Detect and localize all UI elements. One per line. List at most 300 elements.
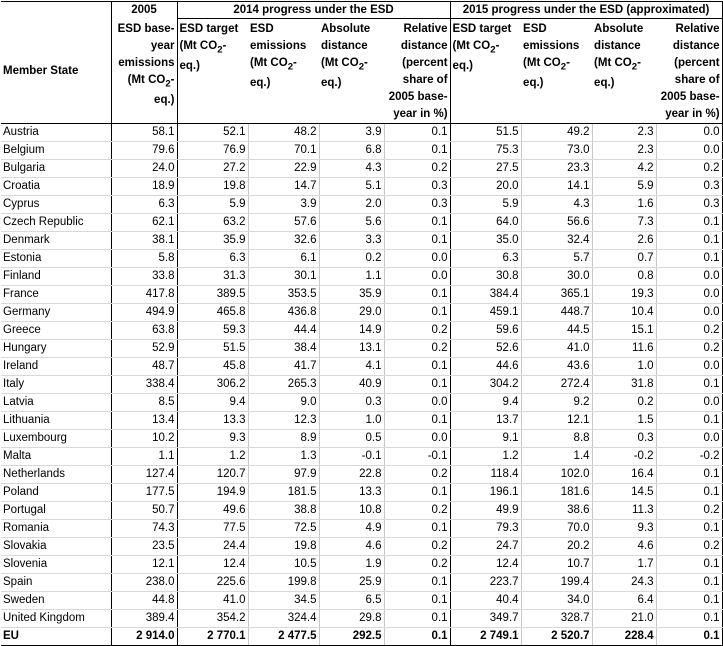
base-year-cell: 5.8 xyxy=(111,250,177,268)
rel-distance-2015-cell: 0.2 xyxy=(656,340,722,358)
abs-distance-2014-cell: 1.1 xyxy=(319,268,384,286)
rel-distance-2015-cell: 0.3 xyxy=(656,178,722,196)
rel-distance-2014-cell: 0.1 xyxy=(384,574,450,592)
abs-distance-2015-cell: 16.4 xyxy=(592,466,656,484)
rel-distance-2014-cell: 0.1 xyxy=(384,304,450,322)
emissions-2015-cell: 23.3 xyxy=(521,160,592,178)
base-year-cell: 417.8 xyxy=(111,286,177,304)
rel-distance-2014-cell: 0.3 xyxy=(384,196,450,214)
table-row-eu-total xyxy=(1,628,722,646)
abs-distance-2014-cell: -0.1 xyxy=(319,448,384,466)
target-2014-cell: 9.4 xyxy=(177,394,248,412)
table-row xyxy=(1,448,722,466)
table-row xyxy=(1,412,722,430)
target-2015-cell: 349.7 xyxy=(450,610,521,628)
abs-distance-2015-header: Absolute distance (Mt $CO_2-eq$.) xyxy=(592,19,656,124)
member-state-cell: Luxembourg xyxy=(1,430,111,448)
table-row xyxy=(1,574,722,592)
abs-distance-2014-header: Absolute distance (Mt $CO_2-eq$.) xyxy=(319,19,384,124)
abs-distance-2015-cell: 1.7 xyxy=(592,556,656,574)
member-state-cell: Romania xyxy=(1,520,111,538)
target-2015-cell: 59.6 xyxy=(450,322,521,340)
abs-distance-2015-cell: 11.6 xyxy=(592,340,656,358)
abs-distance-2014-cell: 1.9 xyxy=(319,556,384,574)
abs-distance-2014-cell: 4.1 xyxy=(319,358,384,376)
base-year-cell: 63.8 xyxy=(111,322,177,340)
emissions-2015-cell: 20.2 xyxy=(521,538,592,556)
emissions-2014-cell: 34.5 xyxy=(248,592,319,610)
rel-distance-2014-cell: 0.2 xyxy=(384,322,450,340)
emissions-2015-cell: 328.7 xyxy=(521,610,592,628)
emissions-2014-cell: 44.4 xyxy=(248,322,319,340)
table-row xyxy=(1,214,722,232)
abs-distance-2015-cell: 1.6 xyxy=(592,196,656,214)
emissions-2015-cell: 44.5 xyxy=(521,322,592,340)
table-row xyxy=(1,394,722,412)
member-state-cell: France xyxy=(1,286,111,304)
base-year-cell: 1.1 xyxy=(111,448,177,466)
target-2015-cell: 51.5 xyxy=(450,124,521,142)
emissions-2015-cell: 9.2 xyxy=(521,394,592,412)
target-2014-cell: 45.8 xyxy=(177,358,248,376)
member-state-cell: Malta xyxy=(1,448,111,466)
emissions-2015-cell: 2 520.7 xyxy=(521,628,592,646)
rel-distance-2014-cell: 0.2 xyxy=(384,502,450,520)
abs-distance-2015-cell: 5.9 xyxy=(592,178,656,196)
rel-distance-2014-cell: 0.1 xyxy=(384,214,450,232)
abs-distance-2015-cell: 11.3 xyxy=(592,502,656,520)
base-year-cell: 2 914.0 xyxy=(111,628,177,646)
emissions-2015-cell: 56.6 xyxy=(521,214,592,232)
member-state-cell: Latvia xyxy=(1,394,111,412)
target-2015-cell: 13.7 xyxy=(450,412,521,430)
emissions-2014-cell: 181.5 xyxy=(248,484,319,502)
rel-distance-2015-header: Relative distance (percent share of 2005 base-year in %) xyxy=(656,19,722,124)
rel-distance-2014-cell: 0.0 xyxy=(384,430,450,448)
target-2014-cell: 63.2 xyxy=(177,214,248,232)
target-2015-cell: 64.0 xyxy=(450,214,521,232)
target-2014-cell: 27.2 xyxy=(177,160,248,178)
emissions-2014-cell: 265.3 xyxy=(248,376,319,394)
emissions-2015-cell: 199.4 xyxy=(521,574,592,592)
member-state-cell: Finland xyxy=(1,268,111,286)
member-state-cell: Netherlands xyxy=(1,466,111,484)
table-row xyxy=(1,610,722,628)
rel-distance-2014-cell: 0.2 xyxy=(384,556,450,574)
target-2014-cell: 6.3 xyxy=(177,250,248,268)
target-2014-header: ESD target (Mt $CO_2-eq$.) xyxy=(177,19,248,124)
base-year-cell: 13.4 xyxy=(111,412,177,430)
abs-distance-2015-cell: 0.3 xyxy=(592,430,656,448)
rel-distance-2015-cell: 0.1 xyxy=(656,556,722,574)
base-year-cell: 18.9 xyxy=(111,178,177,196)
table-row xyxy=(1,160,722,178)
emissions-2015-cell: 12.1 xyxy=(521,412,592,430)
emissions-2015-cell: 8.8 xyxy=(521,430,592,448)
target-2014-cell: 1.2 xyxy=(177,448,248,466)
emissions-2014-cell: 41.7 xyxy=(248,358,319,376)
target-2014-cell: 465.8 xyxy=(177,304,248,322)
abs-distance-2014-cell: 13.3 xyxy=(319,484,384,502)
table-row xyxy=(1,286,722,304)
emissions-2015-cell: 41.0 xyxy=(521,340,592,358)
abs-distance-2015-cell: 228.4 xyxy=(592,628,656,646)
emissions-2014-cell: 12.3 xyxy=(248,412,319,430)
emissions-2014-cell: 324.4 xyxy=(248,610,319,628)
target-2015-cell: 459.1 xyxy=(450,304,521,322)
rel-distance-2014-cell: 0.0 xyxy=(384,394,450,412)
member-state-header: Member State xyxy=(1,19,111,124)
rel-distance-2014-cell: 0.1 xyxy=(384,412,450,430)
abs-distance-2014-cell: 4.6 xyxy=(319,538,384,556)
base-year-cell: 74.3 xyxy=(111,520,177,538)
target-2014-cell: 35.9 xyxy=(177,232,248,250)
member-state-cell: Greece xyxy=(1,322,111,340)
target-2014-cell: 225.6 xyxy=(177,574,248,592)
abs-distance-2014-cell: 0.3 xyxy=(319,394,384,412)
table-row xyxy=(1,520,722,538)
member-state-cell: Estonia xyxy=(1,250,111,268)
target-2015-cell: 6.3 xyxy=(450,250,521,268)
target-2015-cell: 52.6 xyxy=(450,340,521,358)
group-header-2015: 2015 progress under the ESD (approximated) xyxy=(450,2,722,19)
abs-distance-2015-cell: 21.0 xyxy=(592,610,656,628)
rel-distance-2015-cell: 0.1 xyxy=(656,250,722,268)
base-year-cell: 48.7 xyxy=(111,358,177,376)
abs-distance-2014-cell: 1.0 xyxy=(319,412,384,430)
table-row xyxy=(1,124,722,142)
rel-distance-2015-cell: 0.2 xyxy=(656,502,722,520)
base-year-cell: 6.3 xyxy=(111,196,177,214)
rel-distance-2015-cell: 0.1 xyxy=(656,214,722,232)
emissions-2014-cell: 14.7 xyxy=(248,178,319,196)
target-2015-cell: 384.4 xyxy=(450,286,521,304)
emissions-2015-cell: 1.4 xyxy=(521,448,592,466)
target-2015-cell: 196.1 xyxy=(450,484,521,502)
rel-distance-2015-cell: 0.0 xyxy=(656,142,722,160)
abs-distance-2014-cell: 5.6 xyxy=(319,214,384,232)
table-row xyxy=(1,196,722,214)
abs-distance-2014-cell: 6.8 xyxy=(319,142,384,160)
base-year-cell: 10.2 xyxy=(111,430,177,448)
emissions-2015-cell: 102.0 xyxy=(521,466,592,484)
member-state-cell: Bulgaria xyxy=(1,160,111,178)
table-row xyxy=(1,502,722,520)
emissions-2015-cell: 14.1 xyxy=(521,178,592,196)
rel-distance-2014-cell: 0.3 xyxy=(384,178,450,196)
table-row xyxy=(1,592,722,610)
member-state-cell: Hungary xyxy=(1,340,111,358)
abs-distance-2014-cell: 3.9 xyxy=(319,124,384,142)
rel-distance-2015-cell: 0.0 xyxy=(656,124,722,142)
target-2015-cell: 24.7 xyxy=(450,538,521,556)
base-year-cell: 238.0 xyxy=(111,574,177,592)
rel-distance-2014-cell: 0.1 xyxy=(384,376,450,394)
emissions-2014-cell: 10.5 xyxy=(248,556,319,574)
abs-distance-2015-cell: 15.1 xyxy=(592,322,656,340)
rel-distance-2015-cell: 0.0 xyxy=(656,304,722,322)
target-2014-cell: 59.3 xyxy=(177,322,248,340)
target-2014-cell: 24.4 xyxy=(177,538,248,556)
rel-distance-2015-cell: 0.1 xyxy=(656,520,722,538)
rel-distance-2015-cell: 0.2 xyxy=(656,538,722,556)
abs-distance-2015-cell: 0.8 xyxy=(592,268,656,286)
abs-distance-2015-cell: 31.8 xyxy=(592,376,656,394)
emissions-2015-cell: 38.6 xyxy=(521,502,592,520)
member-state-cell: Italy xyxy=(1,376,111,394)
base-year-cell: 79.6 xyxy=(111,142,177,160)
abs-distance-2015-cell: 24.3 xyxy=(592,574,656,592)
target-2015-cell: 30.8 xyxy=(450,268,521,286)
base-year-cell: 44.8 xyxy=(111,592,177,610)
rel-distance-2015-cell: 0.1 xyxy=(656,466,722,484)
member-state-cell: Sweden xyxy=(1,592,111,610)
abs-distance-2015-cell: 0.2 xyxy=(592,394,656,412)
rel-distance-2014-cell: 0.2 xyxy=(384,160,450,178)
base-year-cell: 23.5 xyxy=(111,538,177,556)
emissions-2014-cell: 72.5 xyxy=(248,520,319,538)
abs-distance-2014-cell: 29.0 xyxy=(319,304,384,322)
base-year-cell: 177.5 xyxy=(111,484,177,502)
member-state-cell: Denmark xyxy=(1,232,111,250)
emissions-2014-cell: 97.9 xyxy=(248,466,319,484)
target-2015-cell: 27.5 xyxy=(450,160,521,178)
abs-distance-2015-cell: 14.5 xyxy=(592,484,656,502)
rel-distance-2014-cell: 0.1 xyxy=(384,610,450,628)
abs-distance-2014-cell: 4.3 xyxy=(319,160,384,178)
target-2014-cell: 76.9 xyxy=(177,142,248,160)
target-2015-cell: 5.9 xyxy=(450,196,521,214)
target-2015-cell: 304.2 xyxy=(450,376,521,394)
rel-distance-2014-cell: 0.1 xyxy=(384,358,450,376)
base-year-cell: 52.9 xyxy=(111,340,177,358)
abs-distance-2015-cell: 7.3 xyxy=(592,214,656,232)
emissions-2014-cell: 2 477.5 xyxy=(248,628,319,646)
base-year-cell: 389.4 xyxy=(111,610,177,628)
emissions-2015-cell: 10.7 xyxy=(521,556,592,574)
rel-distance-2014-cell: 0.1 xyxy=(384,232,450,250)
table-row xyxy=(1,142,722,160)
member-state-cell: EU xyxy=(1,628,111,646)
group-header-row xyxy=(1,2,722,19)
emissions-2014-cell: 1.3 xyxy=(248,448,319,466)
member-state-cell: Portugal xyxy=(1,502,111,520)
base-year-cell: 127.4 xyxy=(111,466,177,484)
table-row xyxy=(1,538,722,556)
member-state-cell: Germany xyxy=(1,304,111,322)
base-year-cell: 62.1 xyxy=(111,214,177,232)
member-state-cell: Poland xyxy=(1,484,111,502)
abs-distance-2014-cell: 14.9 xyxy=(319,322,384,340)
abs-distance-2014-cell: 4.9 xyxy=(319,520,384,538)
member-state-cell: Austria xyxy=(1,124,111,142)
emissions-2014-cell: 57.6 xyxy=(248,214,319,232)
rel-distance-2014-cell: 0.1 xyxy=(384,484,450,502)
emissions-2015-cell: 5.7 xyxy=(521,250,592,268)
rel-distance-2014-cell: 0.1 xyxy=(384,592,450,610)
emissions-2015-cell: 70.0 xyxy=(521,520,592,538)
emissions-2015-cell: 4.3 xyxy=(521,196,592,214)
rel-distance-2015-cell: 0.2 xyxy=(656,160,722,178)
abs-distance-2014-cell: 35.9 xyxy=(319,286,384,304)
emissions-2014-cell: 48.2 xyxy=(248,124,319,142)
rel-distance-2015-cell: 0.0 xyxy=(656,358,722,376)
target-2014-cell: 306.2 xyxy=(177,376,248,394)
abs-distance-2014-cell: 10.8 xyxy=(319,502,384,520)
emissions-2015-cell: 73.0 xyxy=(521,142,592,160)
table-row xyxy=(1,268,722,286)
abs-distance-2015-cell: 4.2 xyxy=(592,160,656,178)
emissions-2015-cell: 365.1 xyxy=(521,286,592,304)
abs-distance-2015-cell: 1.0 xyxy=(592,358,656,376)
emissions-2015-header: ESD emissions (Mt $CO_2-eq$.) xyxy=(521,19,592,124)
abs-distance-2015-cell: 2.3 xyxy=(592,142,656,160)
emissions-2015-cell: 30.0 xyxy=(521,268,592,286)
target-2014-cell: 194.9 xyxy=(177,484,248,502)
member-state-cell: Czech Republic xyxy=(1,214,111,232)
target-2014-cell: 31.3 xyxy=(177,268,248,286)
rel-distance-2015-cell: 0.1 xyxy=(656,376,722,394)
target-2015-cell: 35.0 xyxy=(450,232,521,250)
base-year-cell: 8.5 xyxy=(111,394,177,412)
rel-distance-2015-cell: 0.1 xyxy=(656,610,722,628)
rel-distance-2015-cell: 0.0 xyxy=(656,394,722,412)
base-year-cell: 12.1 xyxy=(111,556,177,574)
rel-distance-2014-cell: -0.1 xyxy=(384,448,450,466)
target-2015-cell: 2 749.1 xyxy=(450,628,521,646)
emissions-2014-cell: 32.6 xyxy=(248,232,319,250)
target-2015-cell: 49.9 xyxy=(450,502,521,520)
rel-distance-2015-cell: 0.1 xyxy=(656,412,722,430)
emissions-2014-cell: 30.1 xyxy=(248,268,319,286)
emissions-2014-cell: 6.1 xyxy=(248,250,319,268)
emissions-2015-cell: 49.2 xyxy=(521,124,592,142)
abs-distance-2015-cell: 2.6 xyxy=(592,232,656,250)
emissions-2014-cell: 9.0 xyxy=(248,394,319,412)
abs-distance-2014-cell: 2.0 xyxy=(319,196,384,214)
target-2015-cell: 9.1 xyxy=(450,430,521,448)
rel-distance-2015-cell: 0.0 xyxy=(656,268,722,286)
emissions-2015-cell: 448.7 xyxy=(521,304,592,322)
emissions-2015-cell: 43.6 xyxy=(521,358,592,376)
table-row xyxy=(1,430,722,448)
target-2014-cell: 389.5 xyxy=(177,286,248,304)
rel-distance-2015-cell: 0.1 xyxy=(656,484,722,502)
target-2015-cell: 9.4 xyxy=(450,394,521,412)
rel-distance-2014-cell: 0.1 xyxy=(384,286,450,304)
abs-distance-2014-cell: 22.8 xyxy=(319,466,384,484)
abs-distance-2015-cell: 9.3 xyxy=(592,520,656,538)
target-2015-cell: 40.4 xyxy=(450,592,521,610)
rel-distance-2014-cell: 0.2 xyxy=(384,538,450,556)
abs-distance-2015-cell: 1.5 xyxy=(592,412,656,430)
abs-distance-2014-cell: 5.1 xyxy=(319,178,384,196)
abs-distance-2015-cell: 19.3 xyxy=(592,286,656,304)
rel-distance-2014-cell: 0.2 xyxy=(384,340,450,358)
table-row xyxy=(1,466,722,484)
member-state-cell: Croatia xyxy=(1,178,111,196)
table-row xyxy=(1,484,722,502)
base-year-header: ESD base-year emissions (Mt $CO_2-eq$.) xyxy=(111,19,177,124)
rel-distance-2014-cell: 0.0 xyxy=(384,250,450,268)
table-row xyxy=(1,250,722,268)
rel-distance-2014-cell: 0.1 xyxy=(384,142,450,160)
emissions-2015-cell: 32.4 xyxy=(521,232,592,250)
emissions-2014-cell: 353.5 xyxy=(248,286,319,304)
table-row xyxy=(1,340,722,358)
abs-distance-2015-cell: 2.3 xyxy=(592,124,656,142)
rel-distance-2014-cell: 0.1 xyxy=(384,520,450,538)
target-2014-cell: 9.3 xyxy=(177,430,248,448)
target-2014-cell: 49.6 xyxy=(177,502,248,520)
target-2014-cell: 41.0 xyxy=(177,592,248,610)
target-2015-cell: 20.0 xyxy=(450,178,521,196)
rel-distance-2014-header: Relative distance (percent share of 2005 base-year in %) xyxy=(384,19,450,124)
table-row xyxy=(1,322,722,340)
base-year-cell: 338.4 xyxy=(111,376,177,394)
emissions-2014-cell: 199.8 xyxy=(248,574,319,592)
abs-distance-2014-cell: 40.9 xyxy=(319,376,384,394)
base-year-cell: 50.7 xyxy=(111,502,177,520)
abs-distance-2014-cell: 25.9 xyxy=(319,574,384,592)
target-2014-cell: 77.5 xyxy=(177,520,248,538)
table-row xyxy=(1,556,722,574)
abs-distance-2015-cell: 0.7 xyxy=(592,250,656,268)
target-2015-header: ESD target (Mt $CO_2-eq$.) xyxy=(450,19,521,124)
emissions-2014-cell: 8.9 xyxy=(248,430,319,448)
table-row xyxy=(1,232,722,250)
rel-distance-2014-cell: 0.1 xyxy=(384,628,450,646)
target-2014-cell: 52.1 xyxy=(177,124,248,142)
abs-distance-2014-cell: 3.3 xyxy=(319,232,384,250)
rel-distance-2015-cell: 0.0 xyxy=(656,286,722,304)
emissions-2014-cell: 19.8 xyxy=(248,538,319,556)
target-2015-cell: 223.7 xyxy=(450,574,521,592)
base-year-cell: 24.0 xyxy=(111,160,177,178)
abs-distance-2014-cell: 0.5 xyxy=(319,430,384,448)
emissions-2014-cell: 436.8 xyxy=(248,304,319,322)
target-2015-cell: 12.4 xyxy=(450,556,521,574)
abs-distance-2015-cell: 10.4 xyxy=(592,304,656,322)
member-state-cell: Belgium xyxy=(1,142,111,160)
table-row xyxy=(1,376,722,394)
target-2015-cell: 44.6 xyxy=(450,358,521,376)
rel-distance-2015-cell: 0.0 xyxy=(656,430,722,448)
abs-distance-2015-cell: -0.2 xyxy=(592,448,656,466)
target-2014-cell: 354.2 xyxy=(177,610,248,628)
target-2014-cell: 120.7 xyxy=(177,466,248,484)
table-row xyxy=(1,304,722,322)
member-state-cell: Ireland xyxy=(1,358,111,376)
abs-distance-2014-cell: 29.8 xyxy=(319,610,384,628)
emissions-2014-cell: 3.9 xyxy=(248,196,319,214)
rel-distance-2015-cell: 0.2 xyxy=(656,322,722,340)
rel-distance-2015-cell: 0.3 xyxy=(656,196,722,214)
emissions-2015-cell: 181.6 xyxy=(521,484,592,502)
target-2014-cell: 13.3 xyxy=(177,412,248,430)
target-2014-cell: 12.4 xyxy=(177,556,248,574)
group-header-2014: 2014 progress under the ESD xyxy=(177,2,450,19)
rel-distance-2015-cell: 0.1 xyxy=(656,592,722,610)
target-2014-cell: 5.9 xyxy=(177,196,248,214)
rel-distance-2014-cell: 0.0 xyxy=(384,268,450,286)
base-year-cell: 38.1 xyxy=(111,232,177,250)
abs-distance-2015-cell: 4.6 xyxy=(592,538,656,556)
abs-distance-2014-cell: 292.5 xyxy=(319,628,384,646)
member-state-cell: Slovakia xyxy=(1,538,111,556)
esd-progress-table xyxy=(1,1,723,646)
base-year-cell: 33.8 xyxy=(111,268,177,286)
